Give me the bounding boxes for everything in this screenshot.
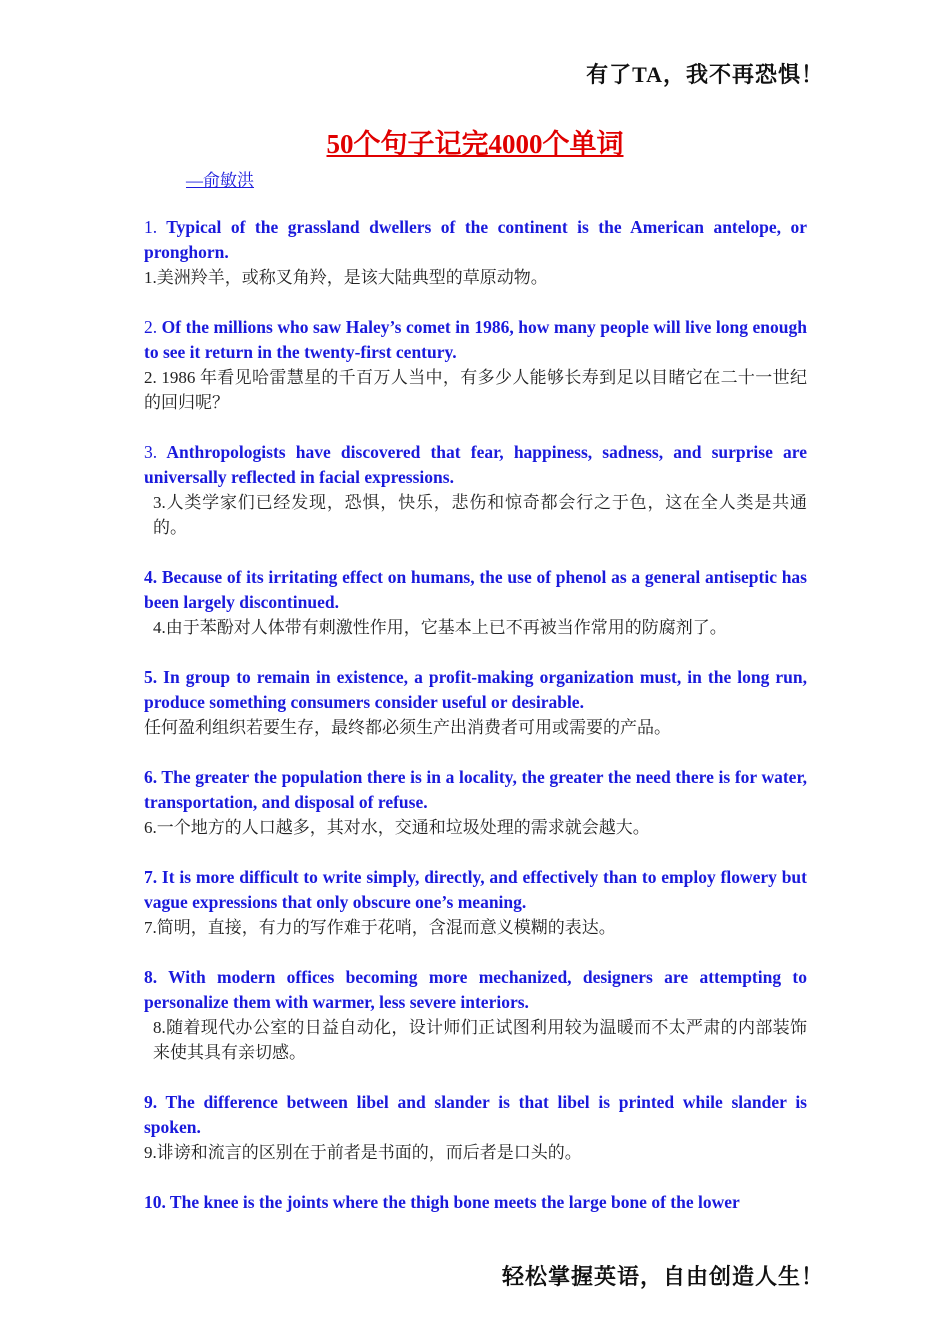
english-text: The difference between libel and slander is that libel is printed while slander is spoken. bbox=[144, 1092, 807, 1137]
chinese-translation: 任何盈利组织若要生存，最终都必须生产出消费者可用或需要的产品。 bbox=[144, 718, 671, 737]
sentence-list bbox=[144, 215, 807, 1240]
sentence-number: 1. bbox=[144, 217, 158, 237]
sentence-number: 4. bbox=[144, 567, 158, 587]
chinese-translation: 7.简明，直接，有力的写作难于花哨，含混而意义模糊的表达。 bbox=[144, 918, 616, 937]
english-sentence bbox=[144, 440, 807, 490]
sentence-number: 10. bbox=[144, 1192, 166, 1212]
chinese-translation: 9.诽谤和流言的区别在于前者是书面的，而后者是口头的。 bbox=[144, 1143, 582, 1162]
sentence-number: 3. bbox=[144, 442, 158, 462]
english-sentence bbox=[144, 865, 807, 915]
sentence-entry bbox=[144, 215, 807, 290]
chinese-translation: 6.一个地方的人口越多，其对水，交通和垃圾处理的需求就会越大。 bbox=[144, 818, 650, 837]
english-sentence bbox=[144, 315, 807, 365]
sentence-number: 2. bbox=[144, 317, 158, 337]
english-text: Because of its irritating effect on humans, the use of phenol as a general antiseptic has been largely discontinued. bbox=[144, 567, 807, 612]
english-sentence bbox=[144, 215, 807, 265]
sentence-number: 8. bbox=[144, 967, 158, 987]
sentence-entry bbox=[144, 1090, 807, 1165]
header-slogan: 有了TA，我不再恐惧！ bbox=[586, 62, 824, 87]
sentence-number: 7. bbox=[144, 867, 158, 887]
sentence-entry bbox=[144, 965, 807, 1065]
sentence-number: 5. bbox=[144, 667, 158, 687]
footer-slogan: 轻松掌握英语，自由创造人生！ bbox=[501, 1264, 824, 1289]
english-sentence bbox=[144, 765, 807, 815]
chinese-translation: 1.美洲羚羊，或称叉角羚，是该大陆典型的草原动物。 bbox=[144, 268, 548, 287]
english-sentence bbox=[144, 1090, 807, 1140]
sentence-entry bbox=[144, 665, 807, 740]
english-sentence bbox=[144, 665, 807, 715]
english-sentence bbox=[144, 965, 807, 1015]
document-title: 50个句子记完4000个单词 bbox=[326, 129, 624, 159]
sentence-number: 6. bbox=[144, 767, 158, 787]
chinese-translation: 3.人类学家们已经发现，恐惧，快乐，悲伤和惊奇都会行之于色，这在全人类是共通的。 bbox=[153, 493, 807, 537]
chinese-translation: 2. 1986 年看见哈雷慧星的千百万人当中，有多少人能够长寿到足以目睹它在二十一世纪的回归呢？ bbox=[144, 368, 807, 412]
english-text: It is more difficult to write simply, directly, and effectively than to employ flowery but vague expressions that only obscure one’s meaning. bbox=[144, 867, 807, 912]
author-link[interactable]: —俞敏洪 bbox=[186, 171, 254, 190]
chinese-translation: 4.由于苯酚对人体带有刺激性作用，它基本上已不再被当作常用的防腐剂了。 bbox=[153, 618, 727, 637]
english-text: Of the millions who saw Haley’s comet in 1986, how many people will live long enough to see it return in the twenty-first century. bbox=[144, 317, 807, 362]
english-text: The greater the population there is in a locality, the greater the need there is for water, transportation, and disposal of refuse. bbox=[144, 767, 807, 812]
sentence-entry bbox=[144, 565, 807, 640]
english-text: In group to remain in existence, a profit-making organization must, in the long run, produce something consumers consider useful or desirable. bbox=[144, 667, 807, 712]
sentence-entry bbox=[144, 440, 807, 540]
english-text: With modern offices becoming more mechanized, designers are attempting to personalize them with warmer, less severe interiors. bbox=[144, 967, 807, 1012]
sentence-entry bbox=[144, 765, 807, 840]
sentence-entry bbox=[144, 315, 807, 415]
english-sentence bbox=[144, 1190, 807, 1215]
chinese-translation: 8.随着现代办公室的日益自动化，设计师们正试图利用较为温暖而不太严肃的内部装饰来使其具有亲切感。 bbox=[153, 1018, 807, 1062]
sentence-entry bbox=[144, 865, 807, 940]
english-text: The knee is the joints where the thigh bone meets the large bone of the lower bbox=[165, 1192, 740, 1212]
english-sentence bbox=[144, 565, 807, 615]
english-text: Typical of the grassland dwellers of the continent is the American antelope, or pronghorn. bbox=[144, 217, 807, 262]
english-text: Anthropologists have discovered that fear, happiness, sadness, and surprise are universally reflected in facial expressions. bbox=[144, 442, 807, 487]
sentence-number: 9. bbox=[144, 1092, 158, 1112]
sentence-entry bbox=[144, 1190, 807, 1215]
